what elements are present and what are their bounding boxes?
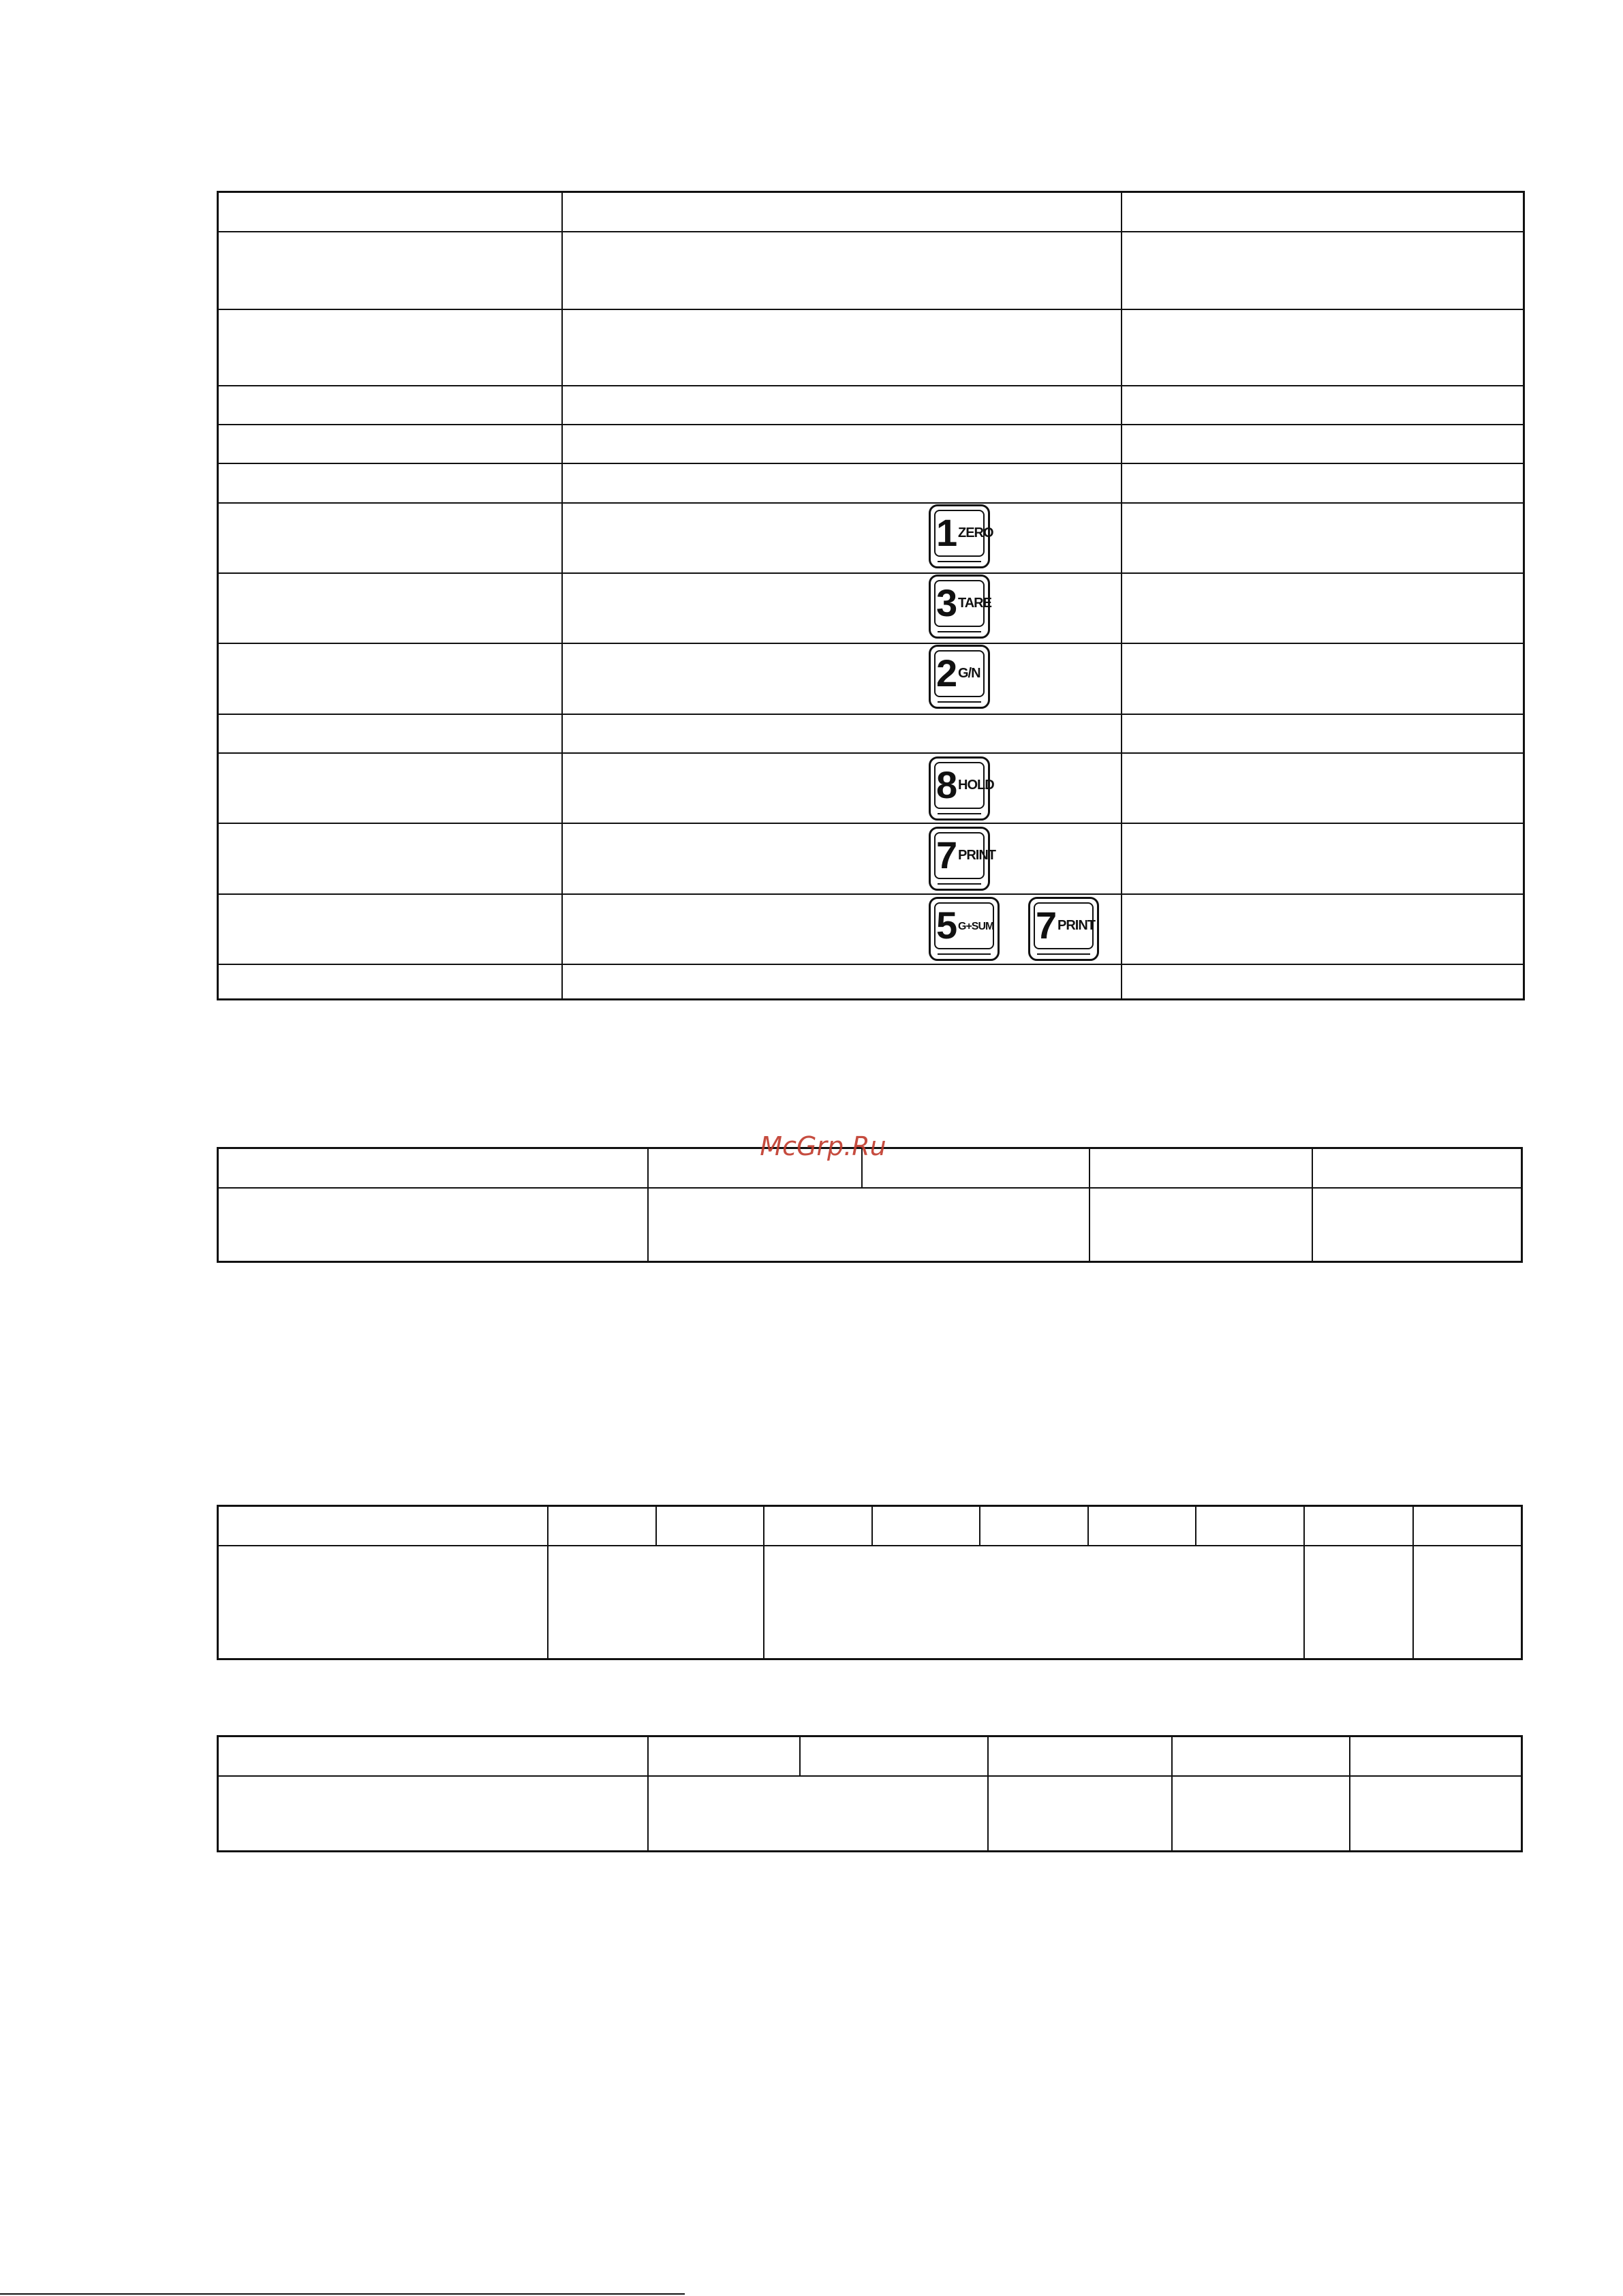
row-divider: [219, 823, 1523, 824]
row-divider: [219, 502, 1523, 504]
gross-sum-key-icon: 5 G+SUM: [929, 897, 1000, 961]
row-divider: [219, 385, 1523, 386]
tare-key-icon: 3 TARE: [929, 575, 990, 639]
print-key-icon-2: 7 PRINT: [1028, 897, 1099, 961]
print-key-icon: 7 PRINT: [929, 827, 990, 891]
column-divider: [987, 1737, 989, 1850]
row-divider: [219, 463, 1523, 464]
column-divider: [1195, 1507, 1196, 1545]
hold-key-icon: 8 HOLD: [929, 756, 990, 821]
row-divider: [219, 309, 1523, 310]
column-divider: [979, 1507, 980, 1545]
gross-net-key-icon: 2 G/N: [929, 645, 990, 709]
footer-rule: [0, 2293, 685, 2295]
column-divider: [1121, 193, 1122, 998]
column-divider: [1312, 1149, 1313, 1261]
column-divider: [1087, 1507, 1089, 1545]
row-divider: [219, 424, 1523, 425]
column-divider: [1412, 1507, 1414, 1658]
zero-key-icon: 1 ZERO: [929, 504, 990, 568]
row-divider: [219, 1187, 1521, 1189]
table-4: [217, 1735, 1523, 1852]
column-divider: [647, 1737, 649, 1850]
column-divider: [799, 1737, 801, 1775]
row-divider: [219, 643, 1523, 644]
watermark: McGrp.Ru: [760, 1131, 886, 1161]
column-divider: [561, 193, 563, 998]
row-divider: [219, 231, 1523, 232]
row-divider: [219, 1545, 1521, 1546]
column-divider: [1089, 1149, 1090, 1261]
row-divider: [219, 1775, 1521, 1777]
column-divider: [547, 1507, 548, 1658]
column-divider: [655, 1507, 657, 1545]
row-divider: [219, 714, 1523, 715]
table-2: [217, 1147, 1523, 1263]
column-divider: [647, 1149, 649, 1261]
column-divider: [871, 1507, 873, 1545]
row-divider: [219, 964, 1523, 965]
row-divider: [219, 893, 1523, 895]
column-divider: [1171, 1737, 1173, 1850]
column-divider: [1303, 1507, 1305, 1658]
column-divider: [763, 1507, 764, 1658]
function-table: [217, 191, 1525, 1000]
row-divider: [219, 572, 1523, 574]
table-3: [217, 1505, 1523, 1660]
column-divider: [1349, 1737, 1350, 1850]
row-divider: [219, 752, 1523, 754]
